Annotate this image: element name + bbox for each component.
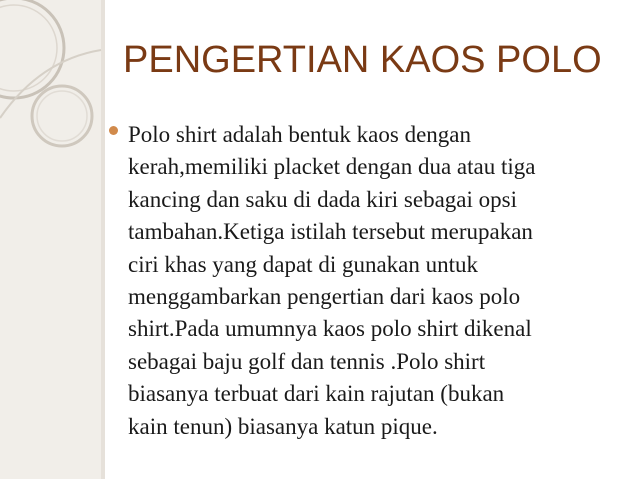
paragraph-line: ciri khas yang dapat di gunakan untuk	[128, 251, 479, 277]
paragraph-line: shirt.Pada umumnya kaos polo shirt dikenal	[128, 316, 532, 342]
paragraph-line: menggambarkan pengertian dari kaos polo	[128, 284, 521, 310]
decorative-ring-small-inner	[37, 91, 87, 141]
paragraph-line: kancing dan saku di dada kiri sebagai opsi	[128, 186, 517, 212]
decorative-ring-inner	[0, 5, 57, 91]
paragraph-line: sebagai baju golf dan tennis .Polo shirt	[128, 348, 486, 374]
paragraph-line: Polo shirt adalah bentuk kaos dengan	[128, 122, 472, 147]
slide-title: PENGERTIAN KAOS POLO	[123, 39, 602, 81]
bullet-dot-icon	[109, 126, 118, 135]
decorative-ring-small	[32, 86, 92, 146]
bullet-paragraph	[128, 119, 608, 443]
paragraph-line: kain tenun) biasanya katun pique.	[128, 413, 438, 439]
paragraph-line: kerah,memiliki placket dengan dua atau tiga	[128, 154, 536, 180]
paragraph-line: tambahan.Ketiga istilah tersebut merupakan	[128, 219, 533, 245]
paragraph-line: biasanya terbuat dari kain rajutan (bukan	[128, 381, 505, 407]
